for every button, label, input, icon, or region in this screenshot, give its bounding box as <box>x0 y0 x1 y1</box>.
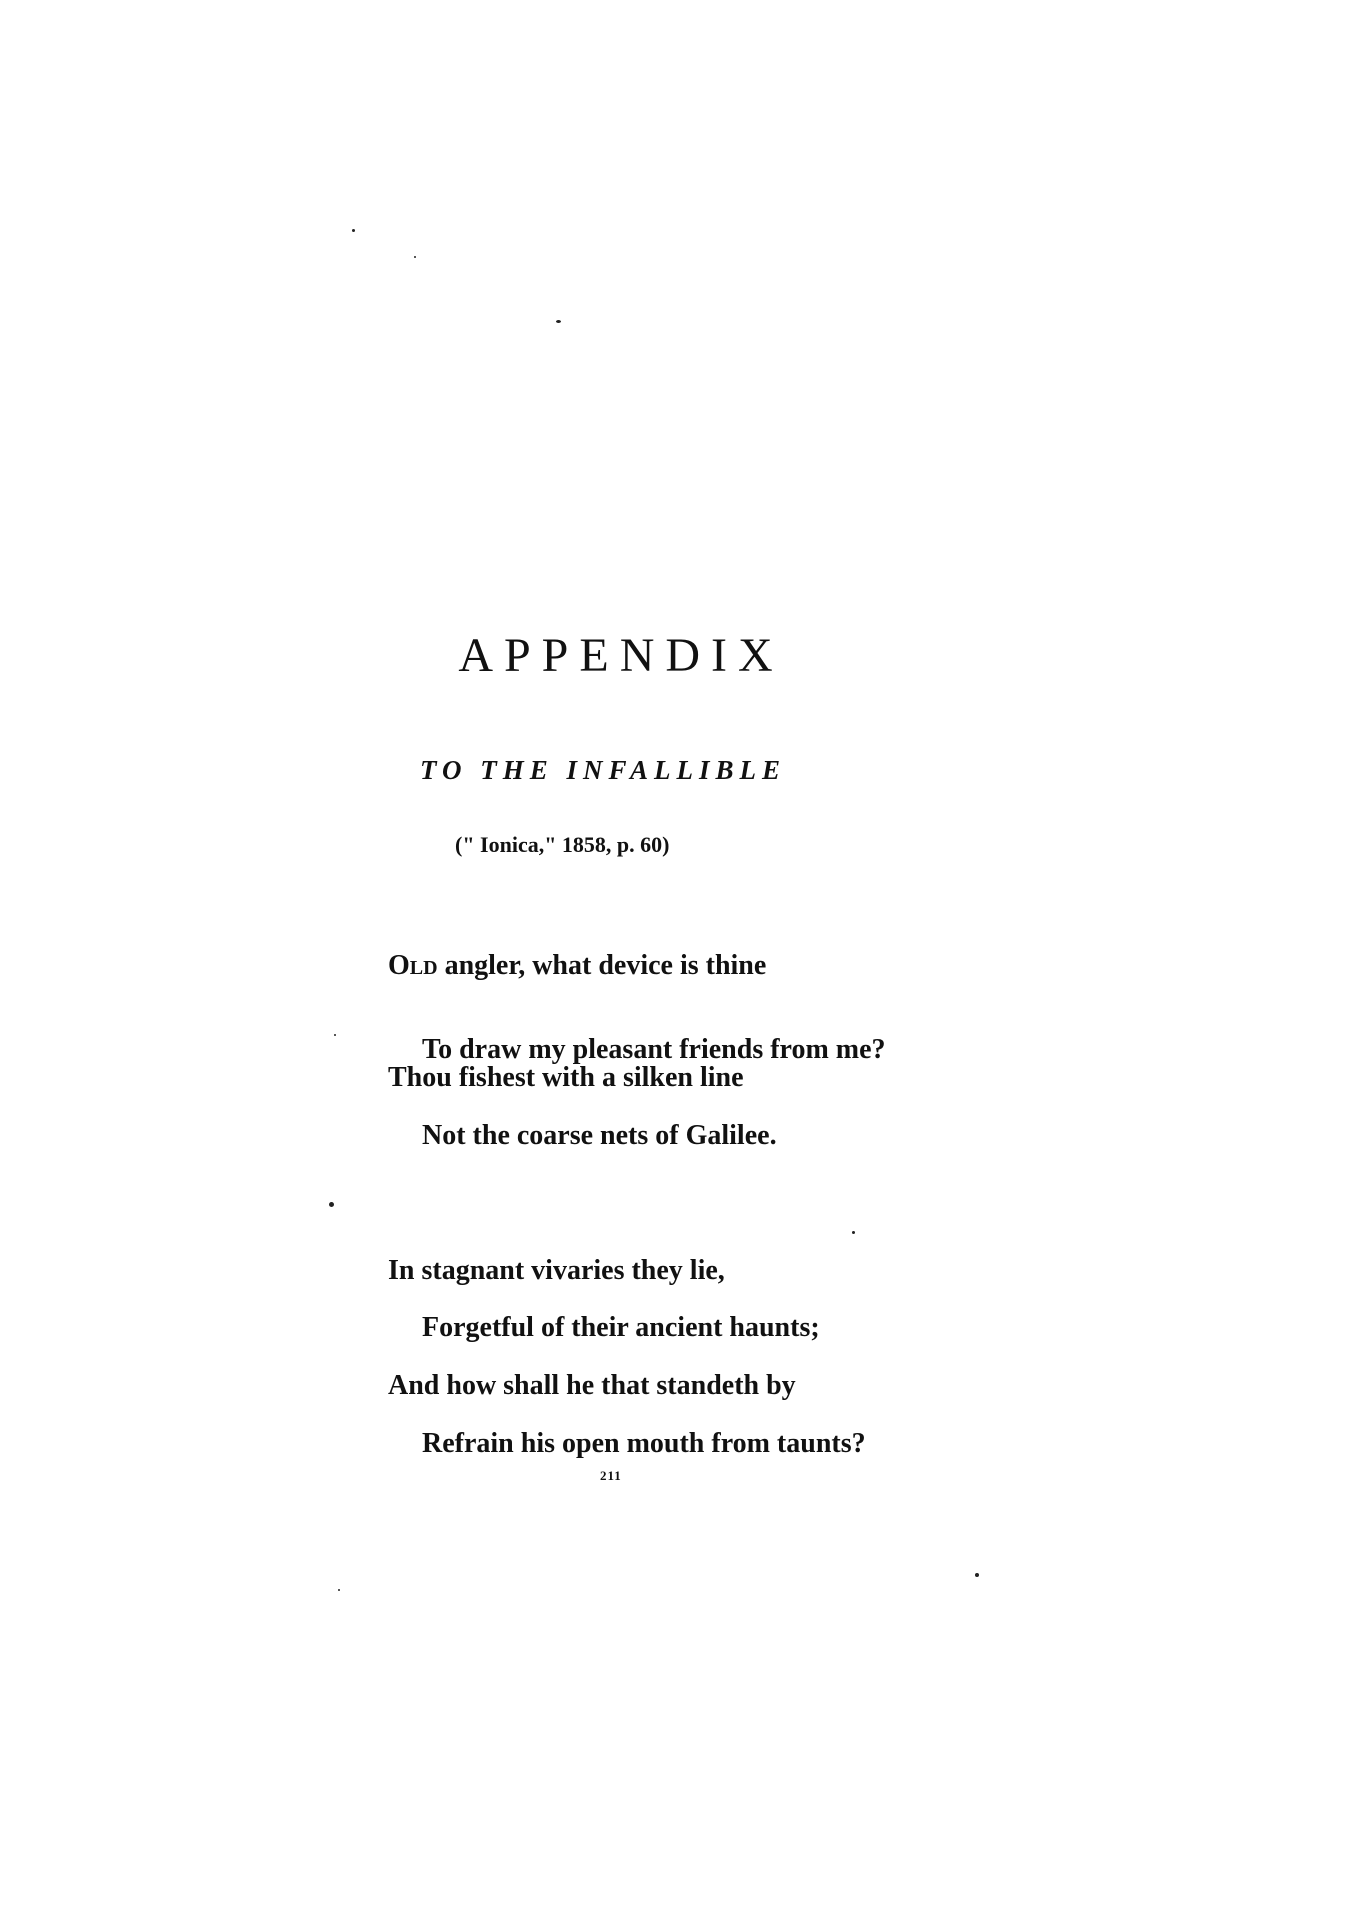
poem-line: To draw my pleasant friends from me? <box>422 1034 886 1065</box>
poem-line: Thou fishest with a silken line <box>388 1062 744 1093</box>
source-note: (" Ionica," 1858, p. 60) <box>455 832 670 857</box>
line-text: angler, what device is thine <box>437 950 767 981</box>
scan-speck <box>975 1573 979 1577</box>
scan-speck <box>334 1034 336 1036</box>
poem-line: Not the coarse nets of Galilee. <box>422 1120 777 1151</box>
poem-line: And how shall he that standeth by <box>388 1370 796 1401</box>
poem-line <box>388 950 766 982</box>
scan-speck <box>556 320 561 323</box>
small-caps-opening: Old <box>388 950 438 981</box>
page-number: 211 <box>600 1468 622 1483</box>
poem-title: TO THE INFALLIBLE <box>420 755 787 785</box>
poem-line: In stagnant vivaries they lie, <box>388 1255 725 1286</box>
poem-line: Forgetful of their ancient haunts; <box>422 1312 820 1343</box>
scan-speck <box>352 229 355 232</box>
poem-line: Refrain his open mouth from taunts? <box>422 1428 866 1459</box>
scan-speck <box>329 1202 334 1207</box>
scan-speck <box>852 1231 855 1234</box>
appendix-heading: APPENDIX <box>458 629 784 682</box>
scan-speck <box>414 256 416 258</box>
scan-speck <box>338 1589 340 1591</box>
